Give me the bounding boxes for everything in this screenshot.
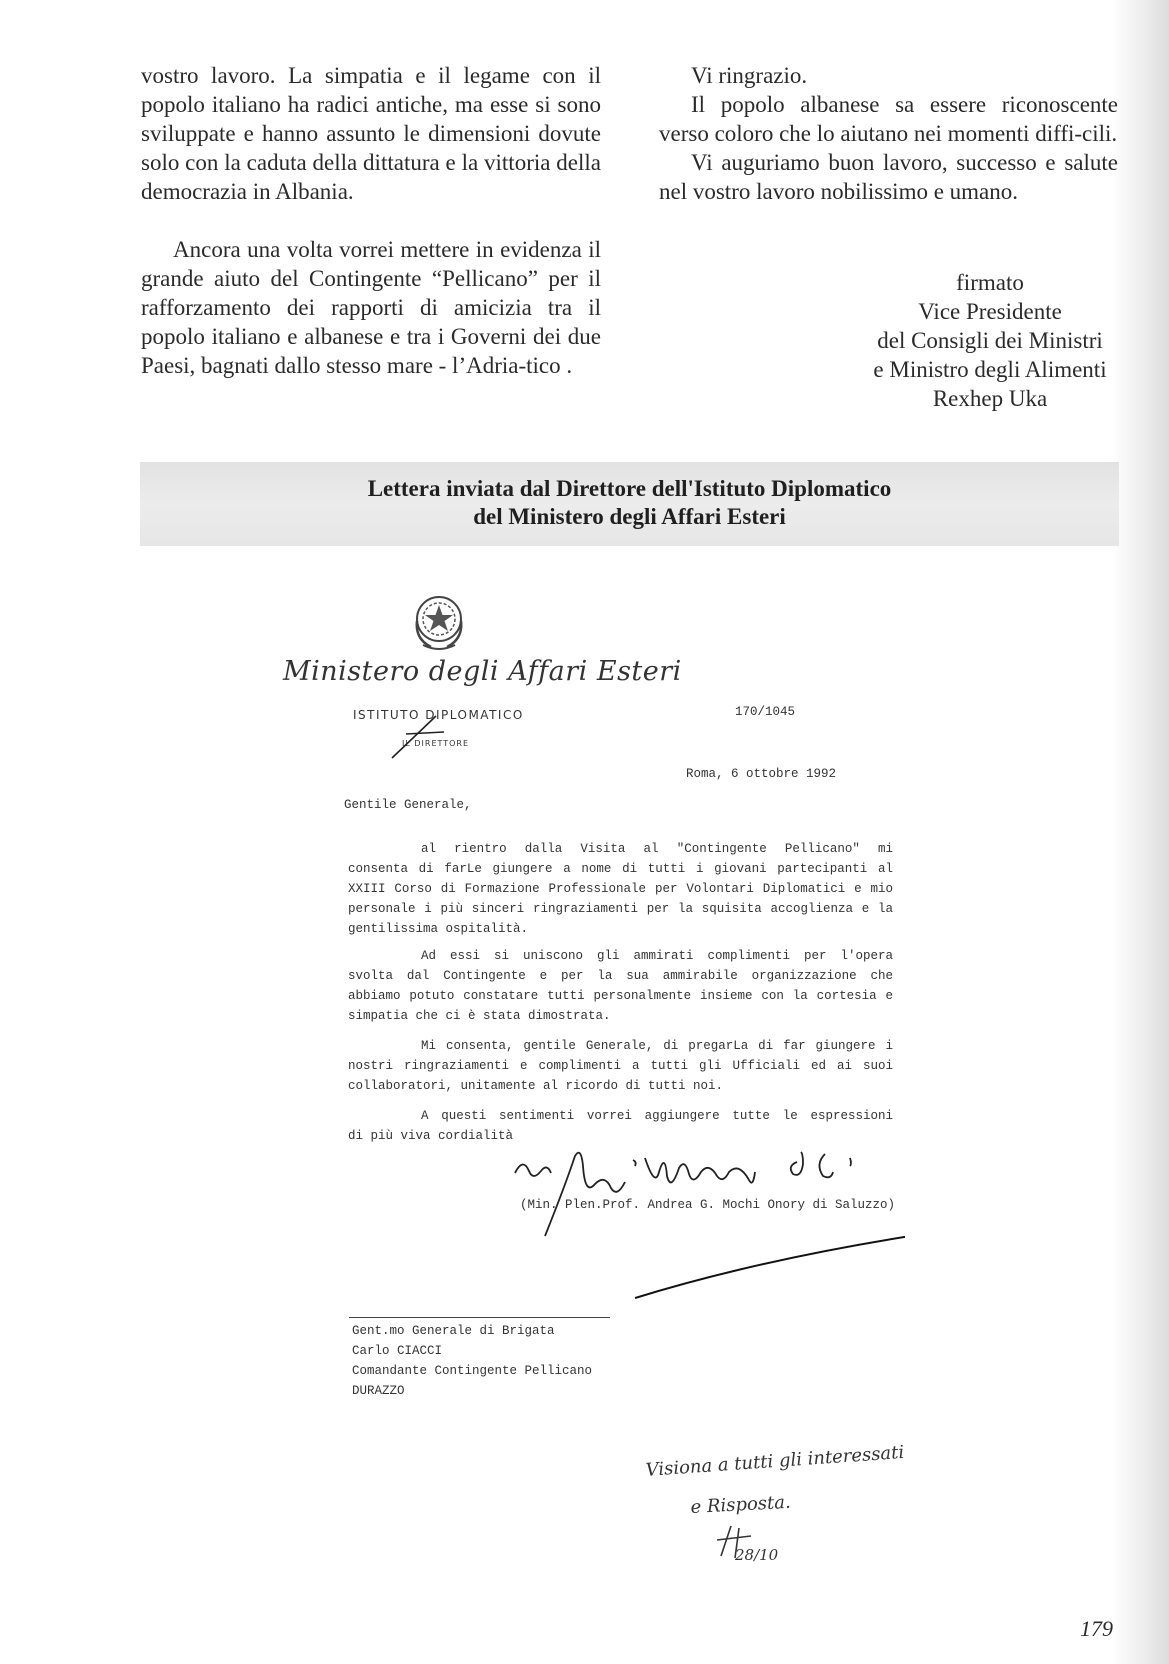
letter-line: personale i più sinceri ringraziamenti per la squisita accoglienza e la	[348, 902, 893, 916]
letter-paragraph-3	[348, 1036, 893, 1096]
signature-line-1: firmato	[956, 270, 1024, 295]
recipient-block	[352, 1321, 592, 1401]
left-paragraph-1: vostro lavoro. La simpatia e il legame con il popolo italiano ha radici antiche, ma esse si sono sviluppate e hanno assunto le dimensioni dovute solo con la caduta della dittatura e la vittoria della democrazia in Albania.	[141, 63, 601, 204]
letter-line: nostri ringraziamenti e complimenti a tutti gli Ufficiali ed ai suoi	[348, 1059, 893, 1073]
right-paragraph-3: Vi auguriamo buon lavoro, successo e salute nel vostro lavoro nobilissimo e umano.	[659, 150, 1118, 204]
letter-paragraph-4	[348, 1106, 893, 1146]
letter-line: XXIII Corso di Formazione Professionale per Volontari Diplomatici e mio	[348, 882, 893, 896]
italy-emblem-icon	[409, 591, 469, 653]
letter-line: A questi sentimenti vorrei aggiungere tutte le espressioni	[421, 1109, 893, 1123]
letter-line: Ad essi si uniscono gli ammirati complimenti per l'opera	[421, 949, 893, 963]
handwritten-signature	[505, 1148, 905, 1308]
signature-block	[850, 268, 1130, 413]
recipient-line: Gent.mo Generale di Brigata	[352, 1324, 555, 1338]
letter-line: gentilissima ospitalità.	[348, 922, 529, 936]
letter-line: simpatia che ci è stata dimostrata.	[348, 1009, 611, 1023]
salutation: Gentile Generale,	[344, 798, 472, 812]
institute-heading: ISTITUTO DIPLOMATICO	[353, 708, 524, 722]
signature-line-3: del Consigli dei Ministri	[877, 328, 1103, 353]
letter-line: al rientro dalla Visita al "Contingente Pellicano" mi	[421, 842, 893, 856]
letter-date: Roma, 6 ottobre 1992	[686, 767, 837, 781]
director-heading: IL DIRETTORE	[402, 739, 470, 748]
right-paragraph-1: Vi ringrazio.	[691, 63, 808, 88]
recipient-rule	[349, 1317, 610, 1318]
section-title	[140, 475, 1119, 531]
ministry-script-title: Ministero degli Affari Esteri	[283, 656, 682, 687]
recipient-line: DURAZZO	[352, 1384, 405, 1398]
handwritten-note-date: 28/10	[735, 1546, 779, 1564]
signature-line-5: Rexhep Uka	[932, 386, 1048, 411]
letter-paragraph-2	[348, 946, 893, 1026]
signature-line-2: Vice Presidente	[918, 299, 1062, 324]
section-title-line-1: Lettera inviata dal Direttore dell'Istituto Diplomatico	[367, 476, 892, 501]
director-pen-mark	[388, 712, 448, 762]
section-title-line-2: del Ministero degli Affari Esteri	[473, 504, 786, 529]
letter-line: consenta di farLe giungere a nome di tutti i giovani partecipanti al	[348, 862, 893, 876]
handwritten-note-line-1: Visiona a tutti gli interessati	[645, 1441, 905, 1481]
letter-line: svolta dal Contingente e per la sua ammirabile organizzazione che	[348, 969, 893, 983]
right-paragraph-2: Il popolo albanese sa essere riconoscente verso coloro che lo aiutano nei momenti diffi-cili.	[659, 92, 1118, 146]
letter-line: collaboratori, unitamente al ricordo di tutti noi.	[348, 1079, 724, 1093]
letter-line: abbiamo potuto constatare tutti personalmente insieme con la cortesia e	[348, 989, 893, 1003]
right-column	[659, 61, 1118, 206]
letter-paragraph-1	[348, 839, 893, 939]
letter-line: Mi consenta, gentile Generale, di pregarLa di far giungere i	[421, 1039, 893, 1053]
handwritten-note-line-2: e Risposta.	[690, 1491, 792, 1518]
recipient-line: Comandante Contingente Pellicano	[352, 1364, 593, 1378]
left-paragraph-2: Ancora una volta vorrei mettere in evidenza il grande aiuto del Contingente “Pellicano” per il rafforzamento dei rapporti di amicizia tra il popolo italiano e albanese e tra i Governi dei due Paesi, bagnati dallo stesso mare - l’Adria-tico .	[141, 237, 601, 378]
recipient-line: Carlo CIACCI	[352, 1344, 443, 1358]
signature-line-4: e Ministro degli Alimenti	[873, 357, 1107, 382]
protocol-number: 170/1045	[735, 705, 796, 719]
signer-name: (Min. Plen.Prof. Andrea G. Mochi Onory di Saluzzo)	[520, 1198, 896, 1212]
letter-line: di più viva cordialità	[348, 1129, 514, 1143]
page-number: 179	[1080, 1616, 1113, 1641]
left-column	[141, 61, 601, 380]
